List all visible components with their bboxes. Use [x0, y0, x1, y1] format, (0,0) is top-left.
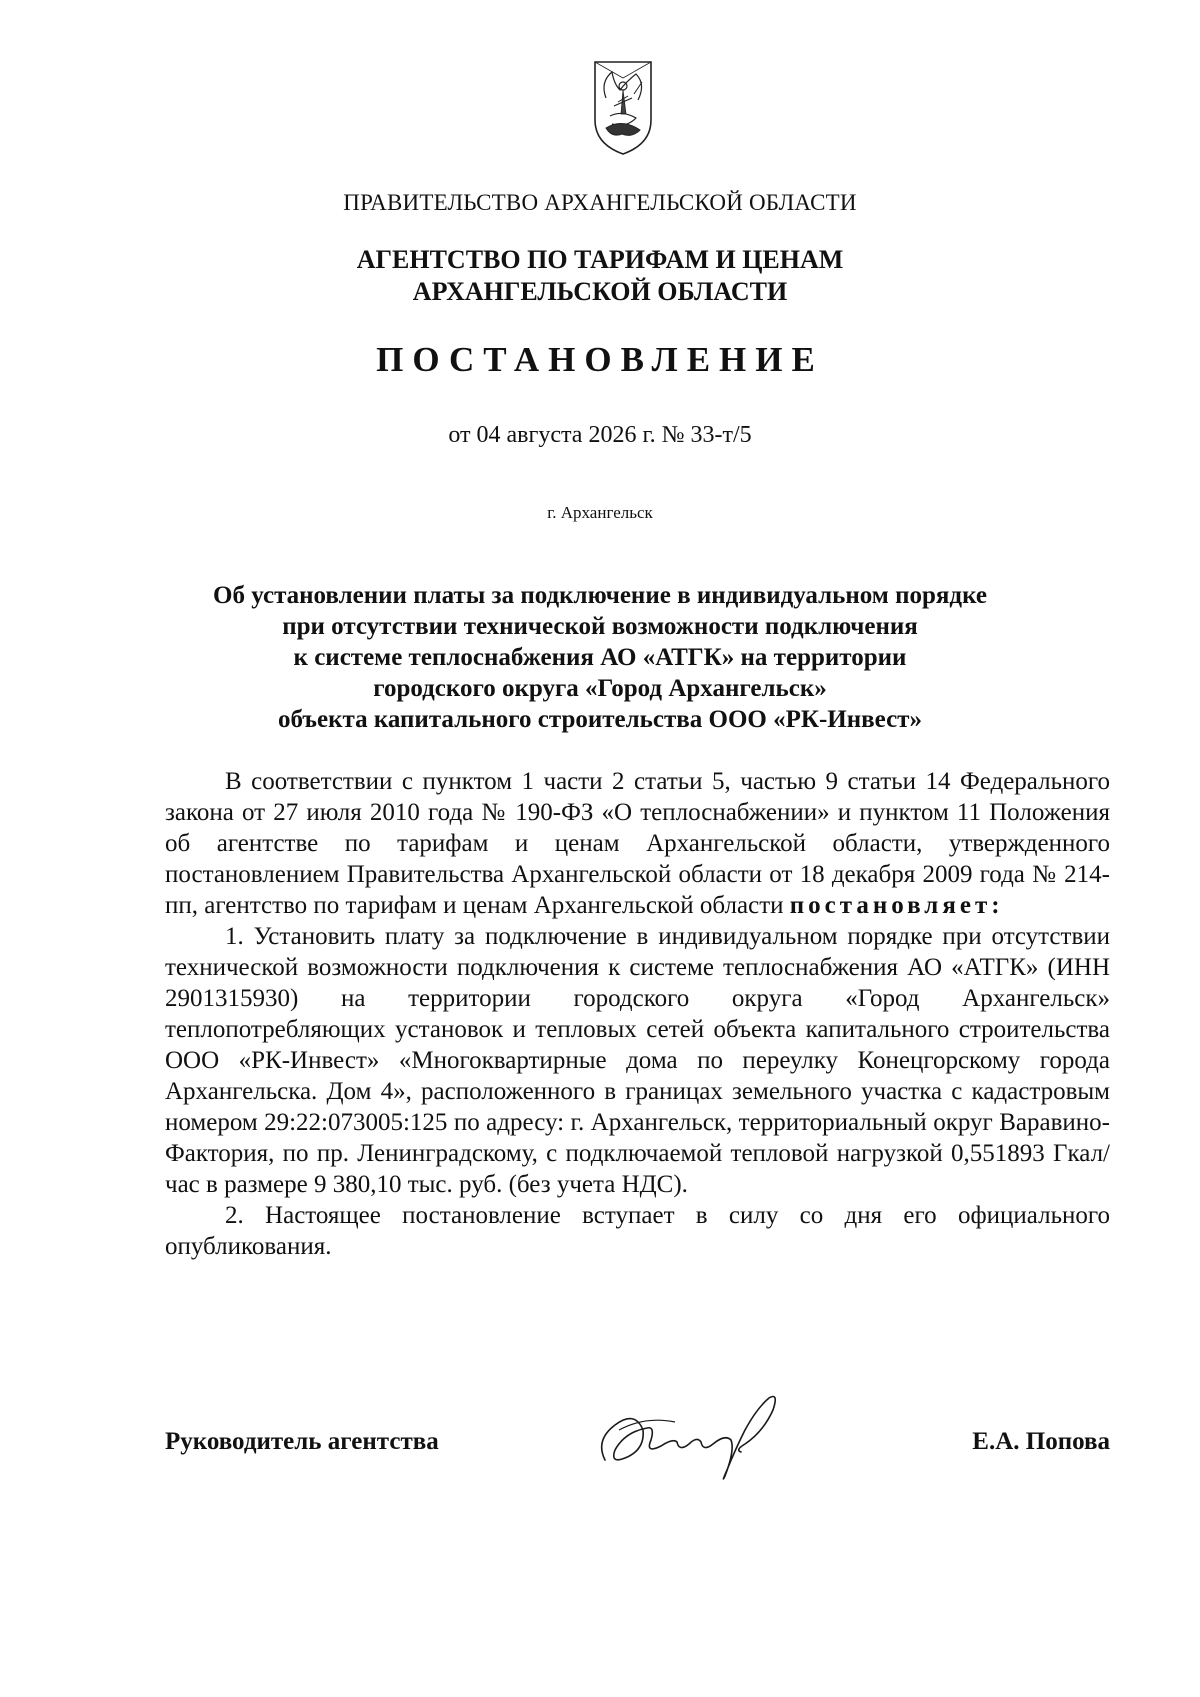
preamble-paragraph — [165, 766, 1110, 921]
government-heading: ПРАВИТЕЛЬСТВО АРХАНГЕЛЬСКОЙ ОБЛАСТИ — [343, 190, 857, 215]
clause-2: 2. Настоящее постановление вступает в силу со дня его официального опубликования. — [165, 1202, 1110, 1260]
title-line: при отсутствии технической возможности подключения — [282, 613, 918, 640]
clause-1: 1. Установить плату за подключение в индивидуальном порядке при отсутствии технической возможности подключения к системе теплоснабжения АО «АТГК» (ИНН 2901315930) на территории городского округа «Город Архангельск» теплопотребляющих установок и тепловых сетей объекта капитального строительства ООО «РК-Инвест» «Многоквартирные дома по переулку Конецгорскому города Архангельска. Дом 4», расположенного в границах земельного участка с кадастровым номером 29:22:073005:125 по адресу: г. Архангельск, территориальный округ Варавино-Фактория, по пр. Ленинградскому, с подключаемой тепловой нагрузкой 0,551893 Гкал/час в размере 9 380,10 тыс. руб. (без учета НДС). — [165, 923, 1110, 1198]
document-type-heading: ПОСТАНОВЛЕНИЕ — [376, 340, 824, 379]
document-title — [0, 580, 1200, 735]
document-date-number: от 04 августа 2026 г. № 33-т/5 — [448, 422, 752, 448]
agency-heading-line: АРХАНГЕЛЬСКОЙ ОБЛАСТИ — [412, 277, 788, 306]
title-line: объекта капитального строительства ООО «РК-Инвест» — [278, 706, 922, 733]
signature-block — [165, 1428, 1110, 1468]
preamble-emphasis: постановляет: — [789, 892, 1004, 919]
agency-heading — [0, 244, 1200, 308]
agency-heading-line: АГЕНТСТВО ПО ТАРИФАМ И ЦЕНАМ — [356, 245, 844, 274]
preamble-text: В соответствии с пунктом 1 части 2 статьи 5, частью 9 статьи 14 Федерального закона от 27 июля 2010 года № 190-ФЗ «О теплоснабжении» и пунктом 11 Положения об агентстве по тарифам и ценам Архангельской области, утвержденного постановлением Правительства Архангельской области от 18 декабря 2009 года № 214-пп, агентство по тарифам и ценам Архангельской области — [165, 768, 1110, 919]
signatory-position: Руководитель агентства — [165, 1428, 439, 1455]
document-city: г. Архангельск — [547, 503, 653, 522]
title-line: городского округа «Город Архангельск» — [373, 675, 827, 702]
coat-of-arms-emblem-icon — [592, 58, 654, 158]
document-body — [165, 766, 1110, 1262]
signatory-name: Е.А. Попова — [972, 1428, 1110, 1455]
title-line: Об установлении платы за подключение в индивидуальном порядке — [213, 582, 987, 609]
title-line: к системе теплоснабжения АО «АТГК» на территории — [293, 644, 907, 671]
